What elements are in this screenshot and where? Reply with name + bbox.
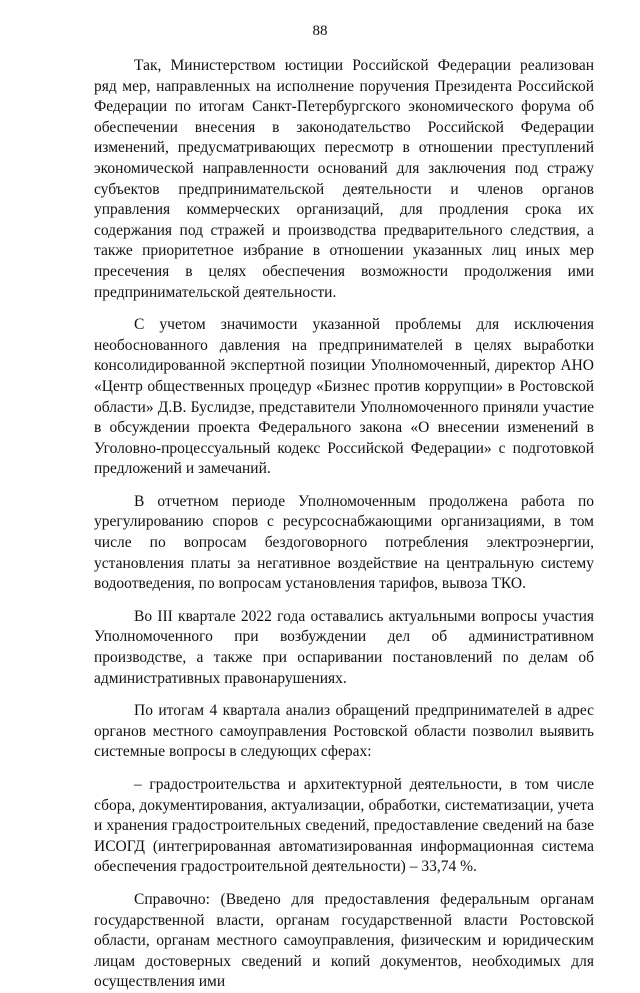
page-number: 88: [312, 23, 328, 39]
paragraph-urban-planning: – градостроительства и архитектурной деятельности, в том числе сбора, документирования, актуализации, обработки, систематизации, учета и хранения градостроительных сведений, предоставление сведений на базе ИСОГД (интегрированная автоматизированная информационная система обеспечения градостроительной деятельности) – 33,74 %.: [94, 776, 594, 876]
paragraph-resource-disputes: В отчетном периоде Уполномоченным продолжена работа по урегулированию споров с ресурсоснабжающими организациями, в том числе по вопросам бездоговорного потребления электроэнергии, установления платы за негативное воздействие на центральную систему водоотведения, по вопросам установления тарифов, вывоза ТКО.: [94, 492, 594, 593]
body-text: [94, 56, 594, 993]
paragraph-ministry-measures: Так, Министерством юстиции Российской Федерации реализован ряд мер, направленных на исполнение поручения Президента Российской Федерации по итогам Санкт-Петербургского экономического форума об обеспечении внесения в законодательство Российской Федерации изменений, предусматривающих пересмотр в отношении преступлений экономической направленности оснований для заключения под стражу субъектов предпринимательской деятельности и членов органов управления коммерческих организаций, для продления срока их содержания под стражей и производства предварительного следствия, а также приоритетное избрание в отношении указанных лиц иных мер пресечения в целях обеспечения возможности продолжения ими предпринимательской деятельности.: [94, 57, 594, 301]
paragraph-quarter-analysis: По итогам 4 квартала анализ обращений предпринимателей в адрес органов местного самоуправления Ростовской области позволил выявить системные вопросы в следующих сферах:: [94, 702, 594, 761]
paragraph-anti-pressure: С учетом значимости указанной проблемы для исключения необоснованного давления на предпринимателей в целях выработки консолидированной экспертной позиции Уполномоченный, директор АНО «Центр общественных процедур «Бизнес против коррупции» в Ростовской области» Д.В. Буслидзе, представители Уполномоченного приняли участие в обсуждении проекта Федерального закона «О внесении изменений в Уголовно-процессуальный кодекс Российской Федерации» с подготовкой предложений и замечаний.: [94, 316, 594, 478]
paragraph-administrative-cases: Во III квартале 2022 года оставались актуальными вопросы участия Уполномоченного при возбуждении дел об административном производстве, а также при оспаривании постановлений по делам об административных правонарушениях.: [94, 607, 594, 687]
paragraph-reference-note: Справочно: (Введено для предоставления федеральным органам государственной власти, органам государственной власти Ростовской области, органам местного самоуправления, физическим и юридическим лицам достоверных сведений и копий документов, необходимых для осуществления ими: [94, 890, 594, 991]
